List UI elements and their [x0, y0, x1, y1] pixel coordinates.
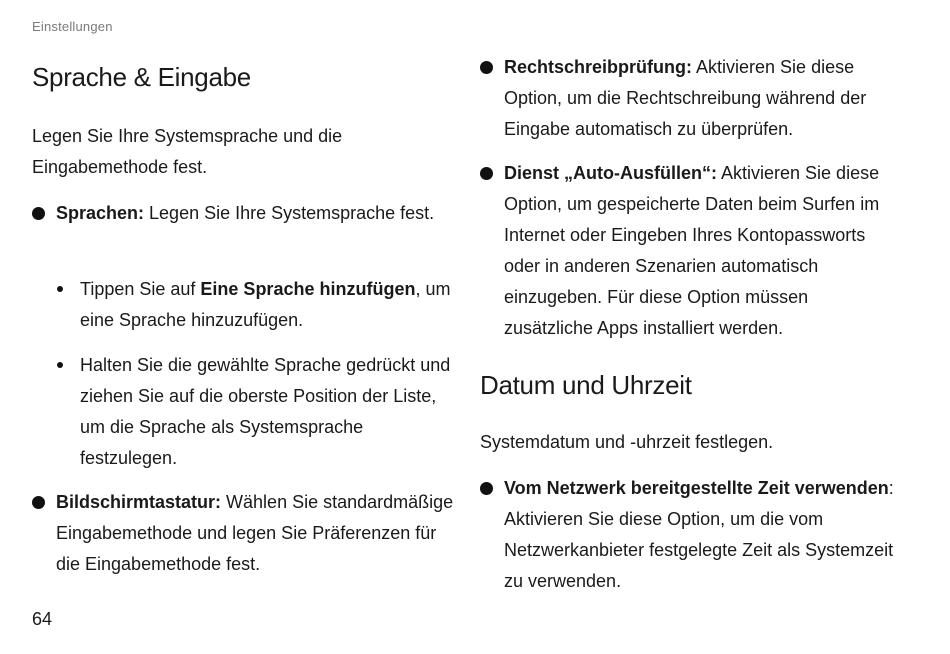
section-title-date-time: Datum und Uhrzeit [480, 370, 692, 400]
subbullet-add-language [56, 274, 484, 336]
text-keyboard: Wählen Sie standardmäßige Eingabemethode und legen Sie Präferenzen für die Eingabemethode fest. [56, 492, 454, 574]
bullet-dot-icon [32, 207, 45, 220]
sub-bullet-dot-icon [57, 286, 63, 292]
text-spellcheck: Aktivieren Sie diese Option, um die Rechtschreibung während der Eingabe automatisch zu überprüfen. [504, 57, 867, 139]
intro-date-time: Systemdatum und -uhrzeit festlegen. [480, 432, 774, 452]
page-number: 64 [32, 609, 53, 629]
term-network-time: Vom Netzwerk bereitgestellte Zeit verwenden [504, 478, 889, 498]
term-languages: Sprachen: [56, 203, 145, 223]
subbullet-reorder-language [56, 350, 460, 474]
add-language-suffix: , um eine Sprache hinzuzufügen. [80, 279, 451, 330]
term-spellcheck: Rechtschreibprüfung: [504, 57, 693, 77]
bullet-dot-icon [480, 167, 493, 180]
bullet-dot-icon [32, 496, 45, 509]
reorder-language-text: Halten Sie die gewählte Sprache gedrückt und ziehen Sie auf die oberste Position der Liste, um die Sprache als Systemsprache festzulegen. [80, 355, 451, 468]
bullet-dot-icon [480, 482, 493, 495]
term-keyboard: Bildschirmtastatur: [56, 492, 222, 512]
intro-language-input: Legen Sie Ihre Systemsprache und die Eingabemethode fest. [32, 126, 343, 177]
term-autofill: Dienst „Auto-Ausfüllen“: [504, 163, 717, 183]
bullet-spellcheck [480, 52, 894, 145]
bullet-dot-icon [480, 61, 493, 74]
bullet-languages [32, 198, 452, 229]
running-header: Einstellungen [32, 19, 113, 34]
text-languages: Legen Sie Ihre Systemsprache fest. [144, 203, 435, 223]
text-network-time: : Aktivieren Sie diese Option, um die vom Netzwerkanbieter festgelegte Zeit als Systemzeit zu verwenden. [504, 478, 894, 591]
sub-bullet-dot-icon [57, 362, 63, 368]
bullet-autofill [480, 158, 896, 344]
term-add-language: Eine Sprache hinzufügen [200, 279, 416, 299]
bullet-keyboard [32, 487, 460, 580]
add-language-prefix: Tippen Sie auf [80, 279, 201, 299]
text-autofill: Aktivieren Sie diese Option, um gespeicherte Daten beim Surfen im Internet oder Eingeben Ihres Kontopassworts oder in anderen Szenarien automatisch einzugeben. Für diese Option müssen zusätzliche Apps installiert werden. [504, 163, 880, 338]
section-title-language-input: Sprache & Eingabe [32, 62, 251, 92]
bullet-network-time [480, 473, 900, 597]
